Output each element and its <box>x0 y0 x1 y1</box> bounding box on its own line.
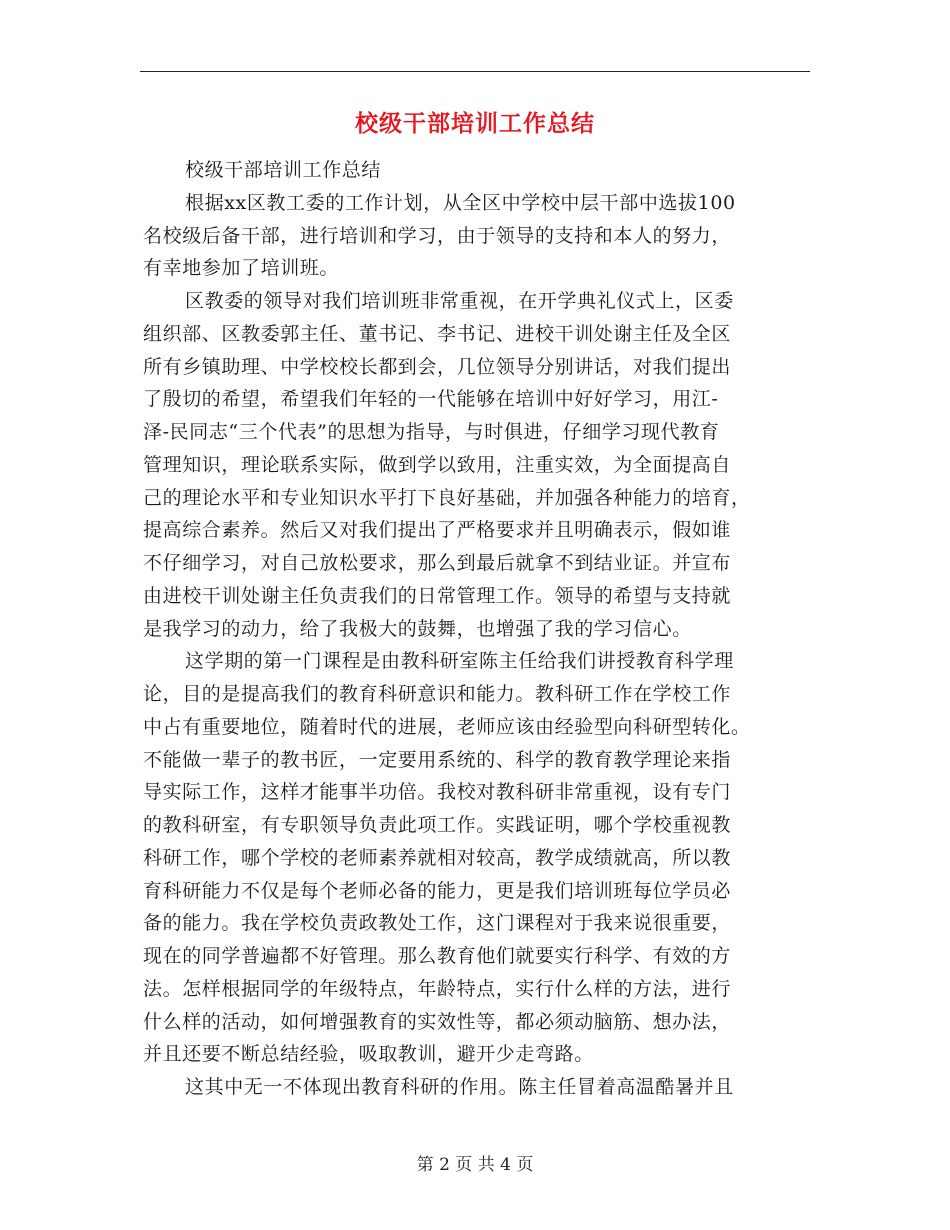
body-line: 备的能力。我在学校负责政教处工作，这门课程对于我来说很重要， <box>143 912 732 935</box>
body-line: 育科研能力不仅是每个老师必备的能力，更是我们培训班每位学员必 <box>143 879 732 902</box>
body-line: 不仔细学习，对自己放松要求，那么到最后就拿不到结业证。并宣布 <box>143 552 732 574</box>
body-line: 科研工作，哪个学校的老师素养就相对较高，教学成绩就高，所以教 <box>143 846 732 869</box>
document-title: 校级干部培训工作总结 <box>355 111 595 137</box>
page-number-footer: 第 2 页 共 4 页 <box>416 1155 534 1175</box>
document-body <box>143 154 810 1104</box>
body-line: 区教委的领导对我们培训班非常重视，在开学典礼仪式上，区委 <box>185 290 734 312</box>
body-line: 校级干部培训工作总结 <box>185 159 382 181</box>
body-line: 名校级后备干部，进行培训和学习，由于领导的支持和本人的努力， <box>143 224 732 247</box>
body-line: 法。怎样根据同学的年级特点，年龄特点，实行什么样的方法，进行 <box>143 977 732 1000</box>
body-line: 了殷切的希望，希望我们年轻的一代能够在培训中好好学习，用江- <box>143 388 719 411</box>
body-line: 的教科研室，有专职领导负责此项工作。实践证明，哪个学校重视教 <box>143 814 732 836</box>
body-line: 这学期的第一门课程是由教科研室陈主任给我们讲授教育科学理 <box>185 650 734 673</box>
body-line: 泽-民同志“三个代表”的思想为指导，与时俱进，仔细学习现代教育 <box>143 421 720 443</box>
body-line: 导实际工作，这样才能事半功倍。我校对教科研非常重视，设有专门 <box>143 781 732 804</box>
body-line: 有幸地参加了培训班。 <box>143 257 340 280</box>
body-line: 这其中无一不体现出教育科研的作用。陈主任冒着高温酷暑并且 <box>185 1076 734 1098</box>
header-rule <box>140 71 810 72</box>
body-line: 不能做一辈子的教书匠，一定要用系统的、科学的教育教学理论来指 <box>143 748 732 771</box>
body-line: 由进校干训处谢主任负责我们的日常管理工作。领导的希望与支持就 <box>143 584 732 607</box>
body-line: 论，目的是提高我们的教育科研意识和能力。教科研工作在学校工作 <box>143 683 732 705</box>
body-line: 根据xx区教工委的工作计划，从全区中学校中层干部中选拔100 <box>185 191 736 214</box>
body-line: 己的理论水平和专业知识水平打下良好基础，并加强各种能力的培育， <box>143 486 751 509</box>
body-line: 中占有重要地位，随着时代的进展，老师应该由经验型向科研型转化。 <box>143 715 751 738</box>
body-line: 管理知识，理论联系实际，做到学以致用，注重实效，为全面提高自 <box>143 453 732 476</box>
body-line: 组织部、区教委郭主任、董书记、李书记、进校干训处谢主任及全区 <box>143 322 732 345</box>
body-line: 什么样的活动，如何增强教育的实效性等，都必须动脑筋、想办法， <box>143 1010 732 1033</box>
body-line: 并且还要不断总结经验，吸取教训，避开少走弯路。 <box>143 1043 594 1066</box>
body-line: 提高综合素养。然后又对我们提出了严格要求并且明确表示，假如谁 <box>143 519 732 542</box>
body-line: 现在的同学普遍都不好管理。那么教育他们就要实行科学、有效的方 <box>143 945 732 967</box>
body-line: 所有乡镇助理、中学校校长都到会，几位领导分别讲话，对我们提出 <box>143 355 732 378</box>
body-line: 是我学习的动力，给了我极大的鼓舞，也增强了我的学习信心。 <box>143 617 692 640</box>
